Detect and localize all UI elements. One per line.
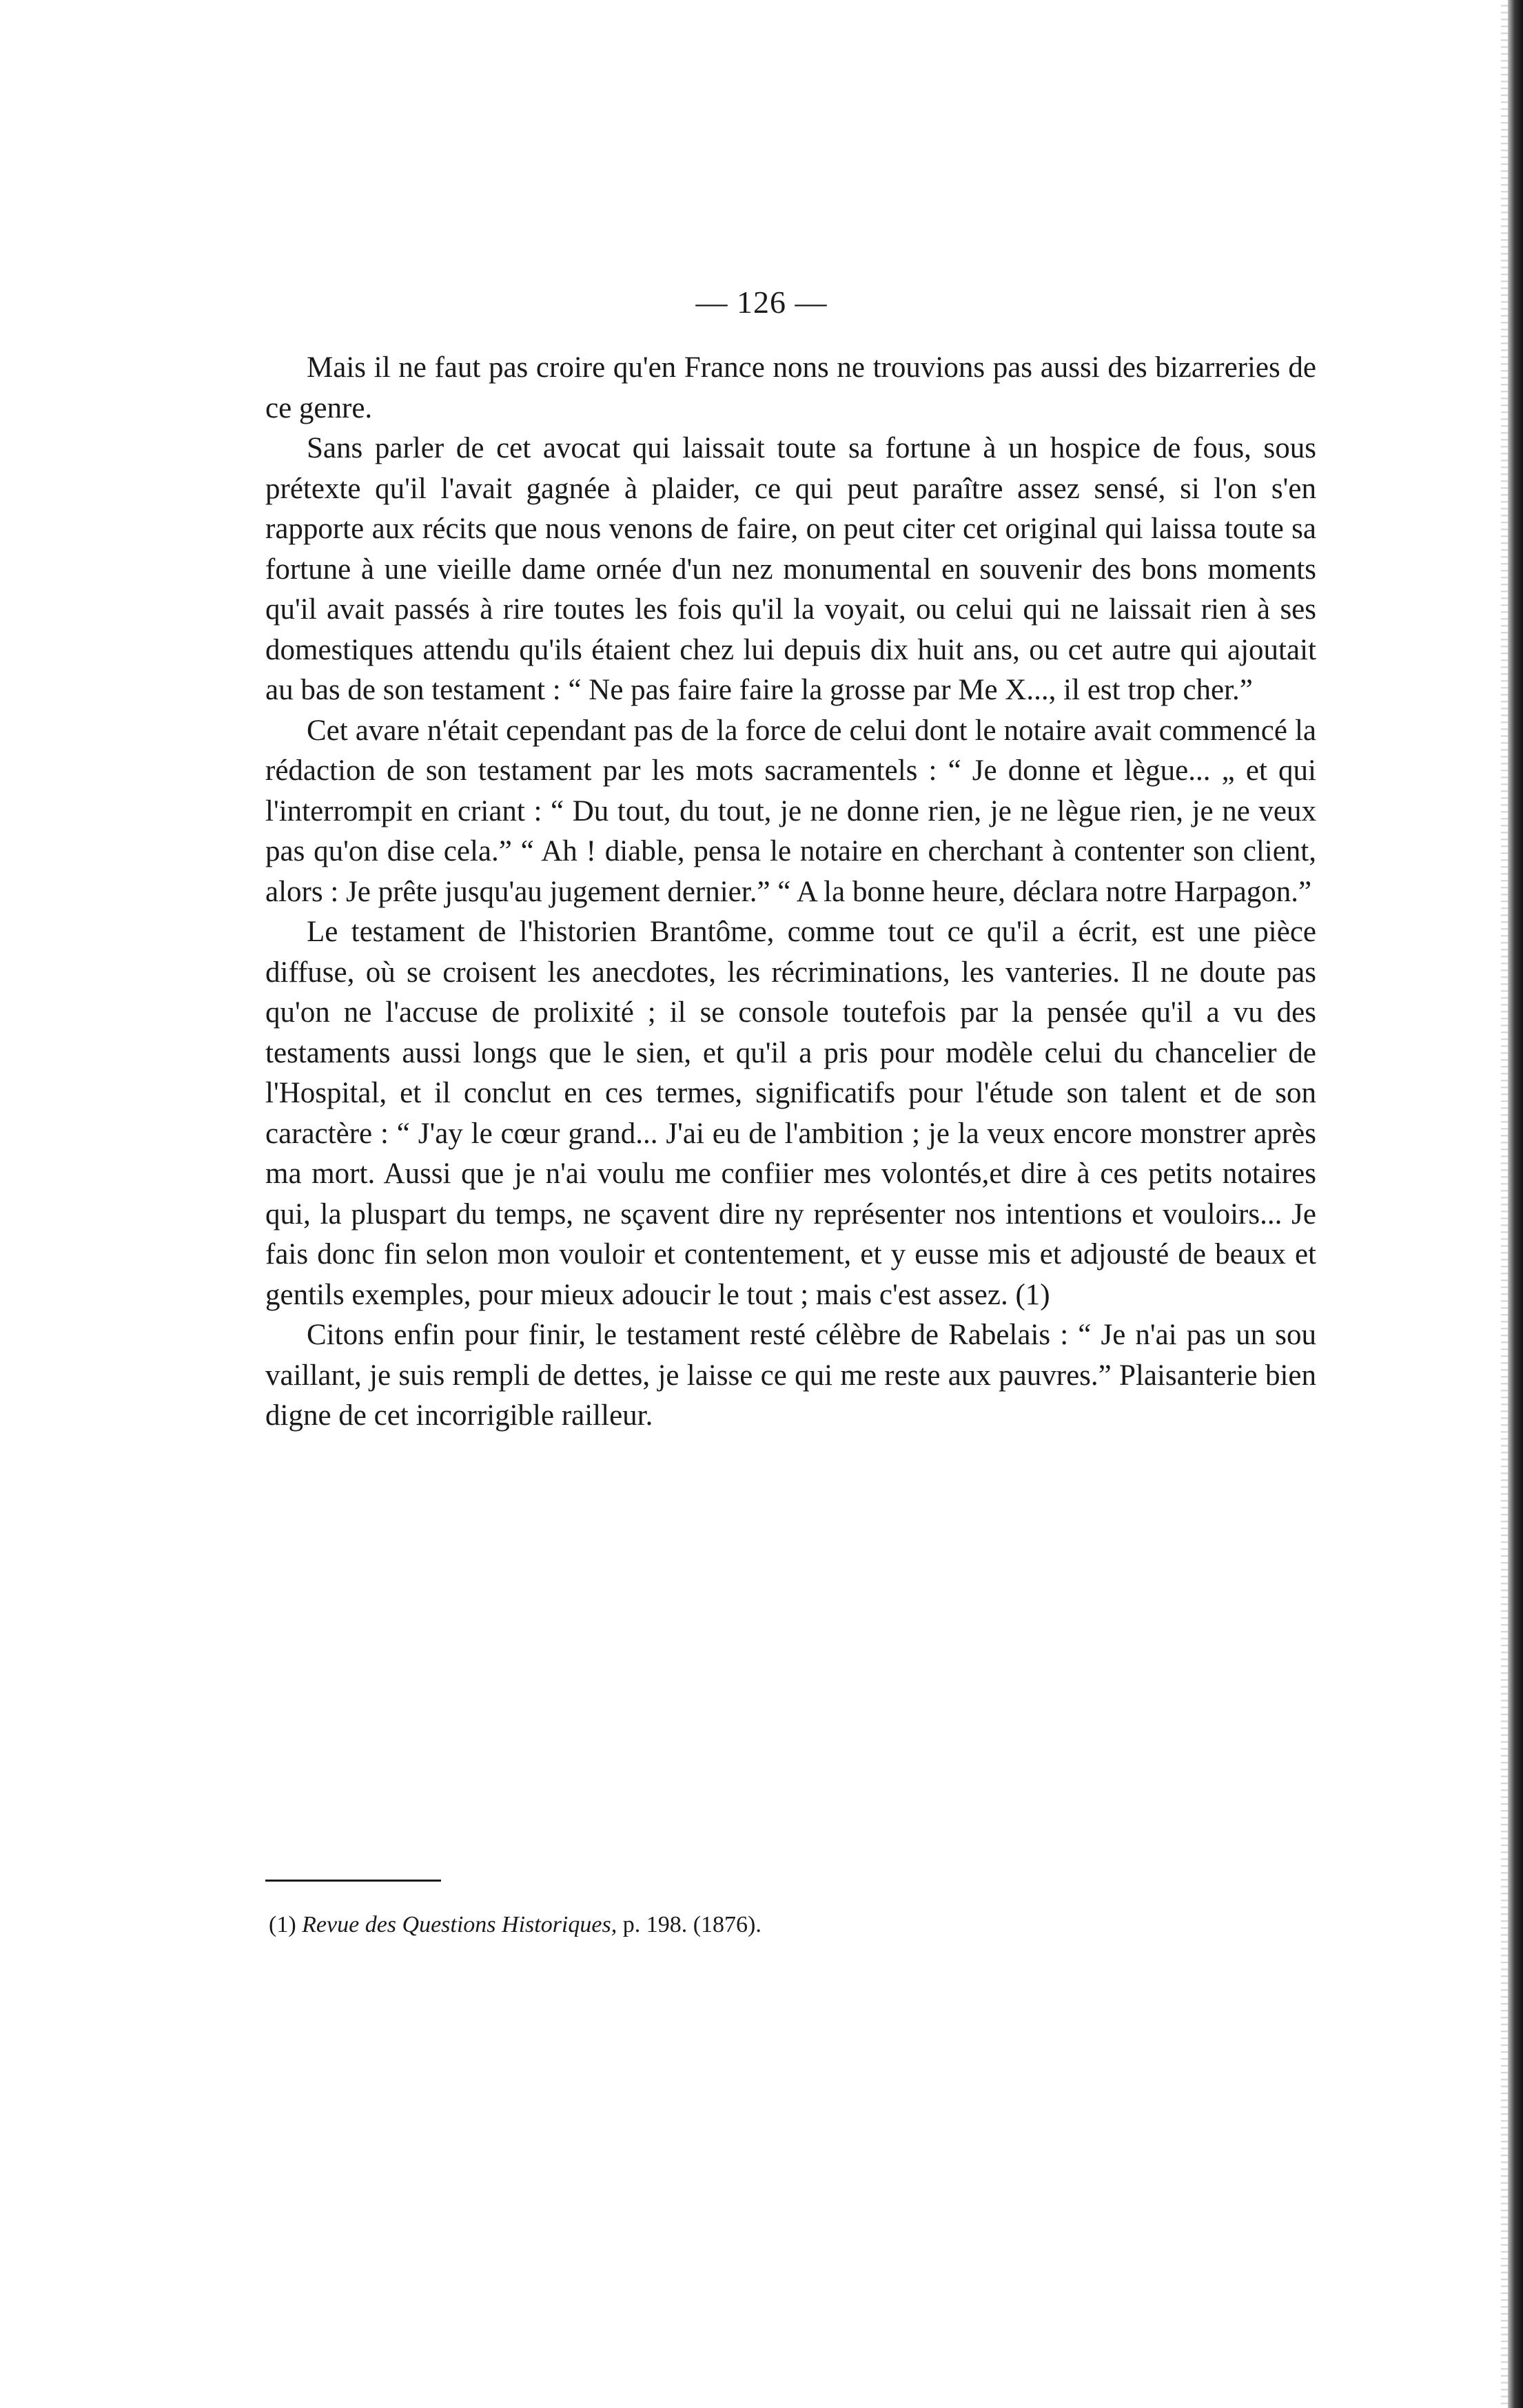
footnote-title: Revue des Questions Historiques,	[302, 1912, 617, 1937]
paragraph-1: Mais il ne faut pas croire qu'en France nons ne trouvions pas aussi des bizarreries de ce genre.	[265, 351, 1316, 424]
page-edge-speckle	[1501, 0, 1508, 2408]
paragraph-4: Le testament de l'historien Brantôme, comme tout ce qu'il a écrit, est une pièce diffuse, où se croisent les anecdotes, les récriminations, les vanteries. Il ne doute pas qu'on ne l'accuse de prolixité ; il se console toutefois par la pensée qu'il a vu des testaments aussi longs que le sien, et qu'il a pris pour modèle celui du chancelier de l'Hospital, et il conclut en ces termes, significatifs pour l'étude son talent et de son caractère : “ J'ay le cœur grand... J'ai eu de l'ambition ; je la veux encore monstrer après ma mort. Aussi que je n'ai voulu me confiier mes volontés,et dire à ces petits notaires qui, la pluspart du temps, ne sçavent dire ny représenter nos intentions et vouloirs... Je fais donc fin selon mon vouloir et contentement, et y eusse mis et adjousté de beaux et gentils exemples, pour mieux adoucir le tout ; mais c'est assez. (1)	[265, 916, 1316, 1311]
footnote-rest: p. 198. (1876).	[617, 1912, 762, 1937]
paragraph-2: Sans parler de cet avocat qui laissait toute sa fortune à un hospice de fous, sous prétexte qu'il l'avait gagnée à plaider, ce qui peut paraître assez sensé, si l'on s'en rapporte aux récits que nous venons de faire, on peut citer cet original qui laissa toute sa fortune à une vieille dame ornée d'un nez monumental en souvenir des bons moments qu'il avait passés à rire toutes les fois qu'il la voyait, ou celui qui ne laissait rien à ses domestiques attendu qu'ils étaient chez lui depuis dix huit ans, ou cet autre qui ajoutait au bas de son testament : “ Ne pas faire faire la grosse par Me X..., il est trop cher.”	[265, 432, 1316, 706]
paragraph-3: Cet avare n'était cependant pas de la force de celui dont le notaire avait commencé la rédaction de son testament par les mots sacramentels : “ Je donne et lègue... „ et qui l'interrompit en criant : “ Du tout, du tout, je ne donne rien, je ne lègue rien, je ne veux pas qu'on dise cela.” “ Ah ! diable, pensa le notaire en cherchant à contenter son client, alors : Je prête jusqu'au jugement dernier.” “ A la bonne heure, déclara notre Harpagon.”	[265, 714, 1316, 908]
paragraph-5: Citons enfin pour finir, le testament resté célèbre de Rabelais : “ Je n'ai pas un sou vaillant, je suis rempli de dettes, je laisse ce qui me reste aux pauvres.” Plaisanterie bien digne de cet incorrigible railleur.	[265, 1319, 1316, 1432]
footnote-marker: (1)	[269, 1912, 296, 1937]
page-edge-shadow	[1508, 0, 1523, 2408]
footnote-separator	[265, 1880, 441, 1882]
body-text	[265, 348, 1316, 1437]
page-number: — 126 —	[695, 285, 828, 320]
footnote	[269, 1910, 1302, 1940]
